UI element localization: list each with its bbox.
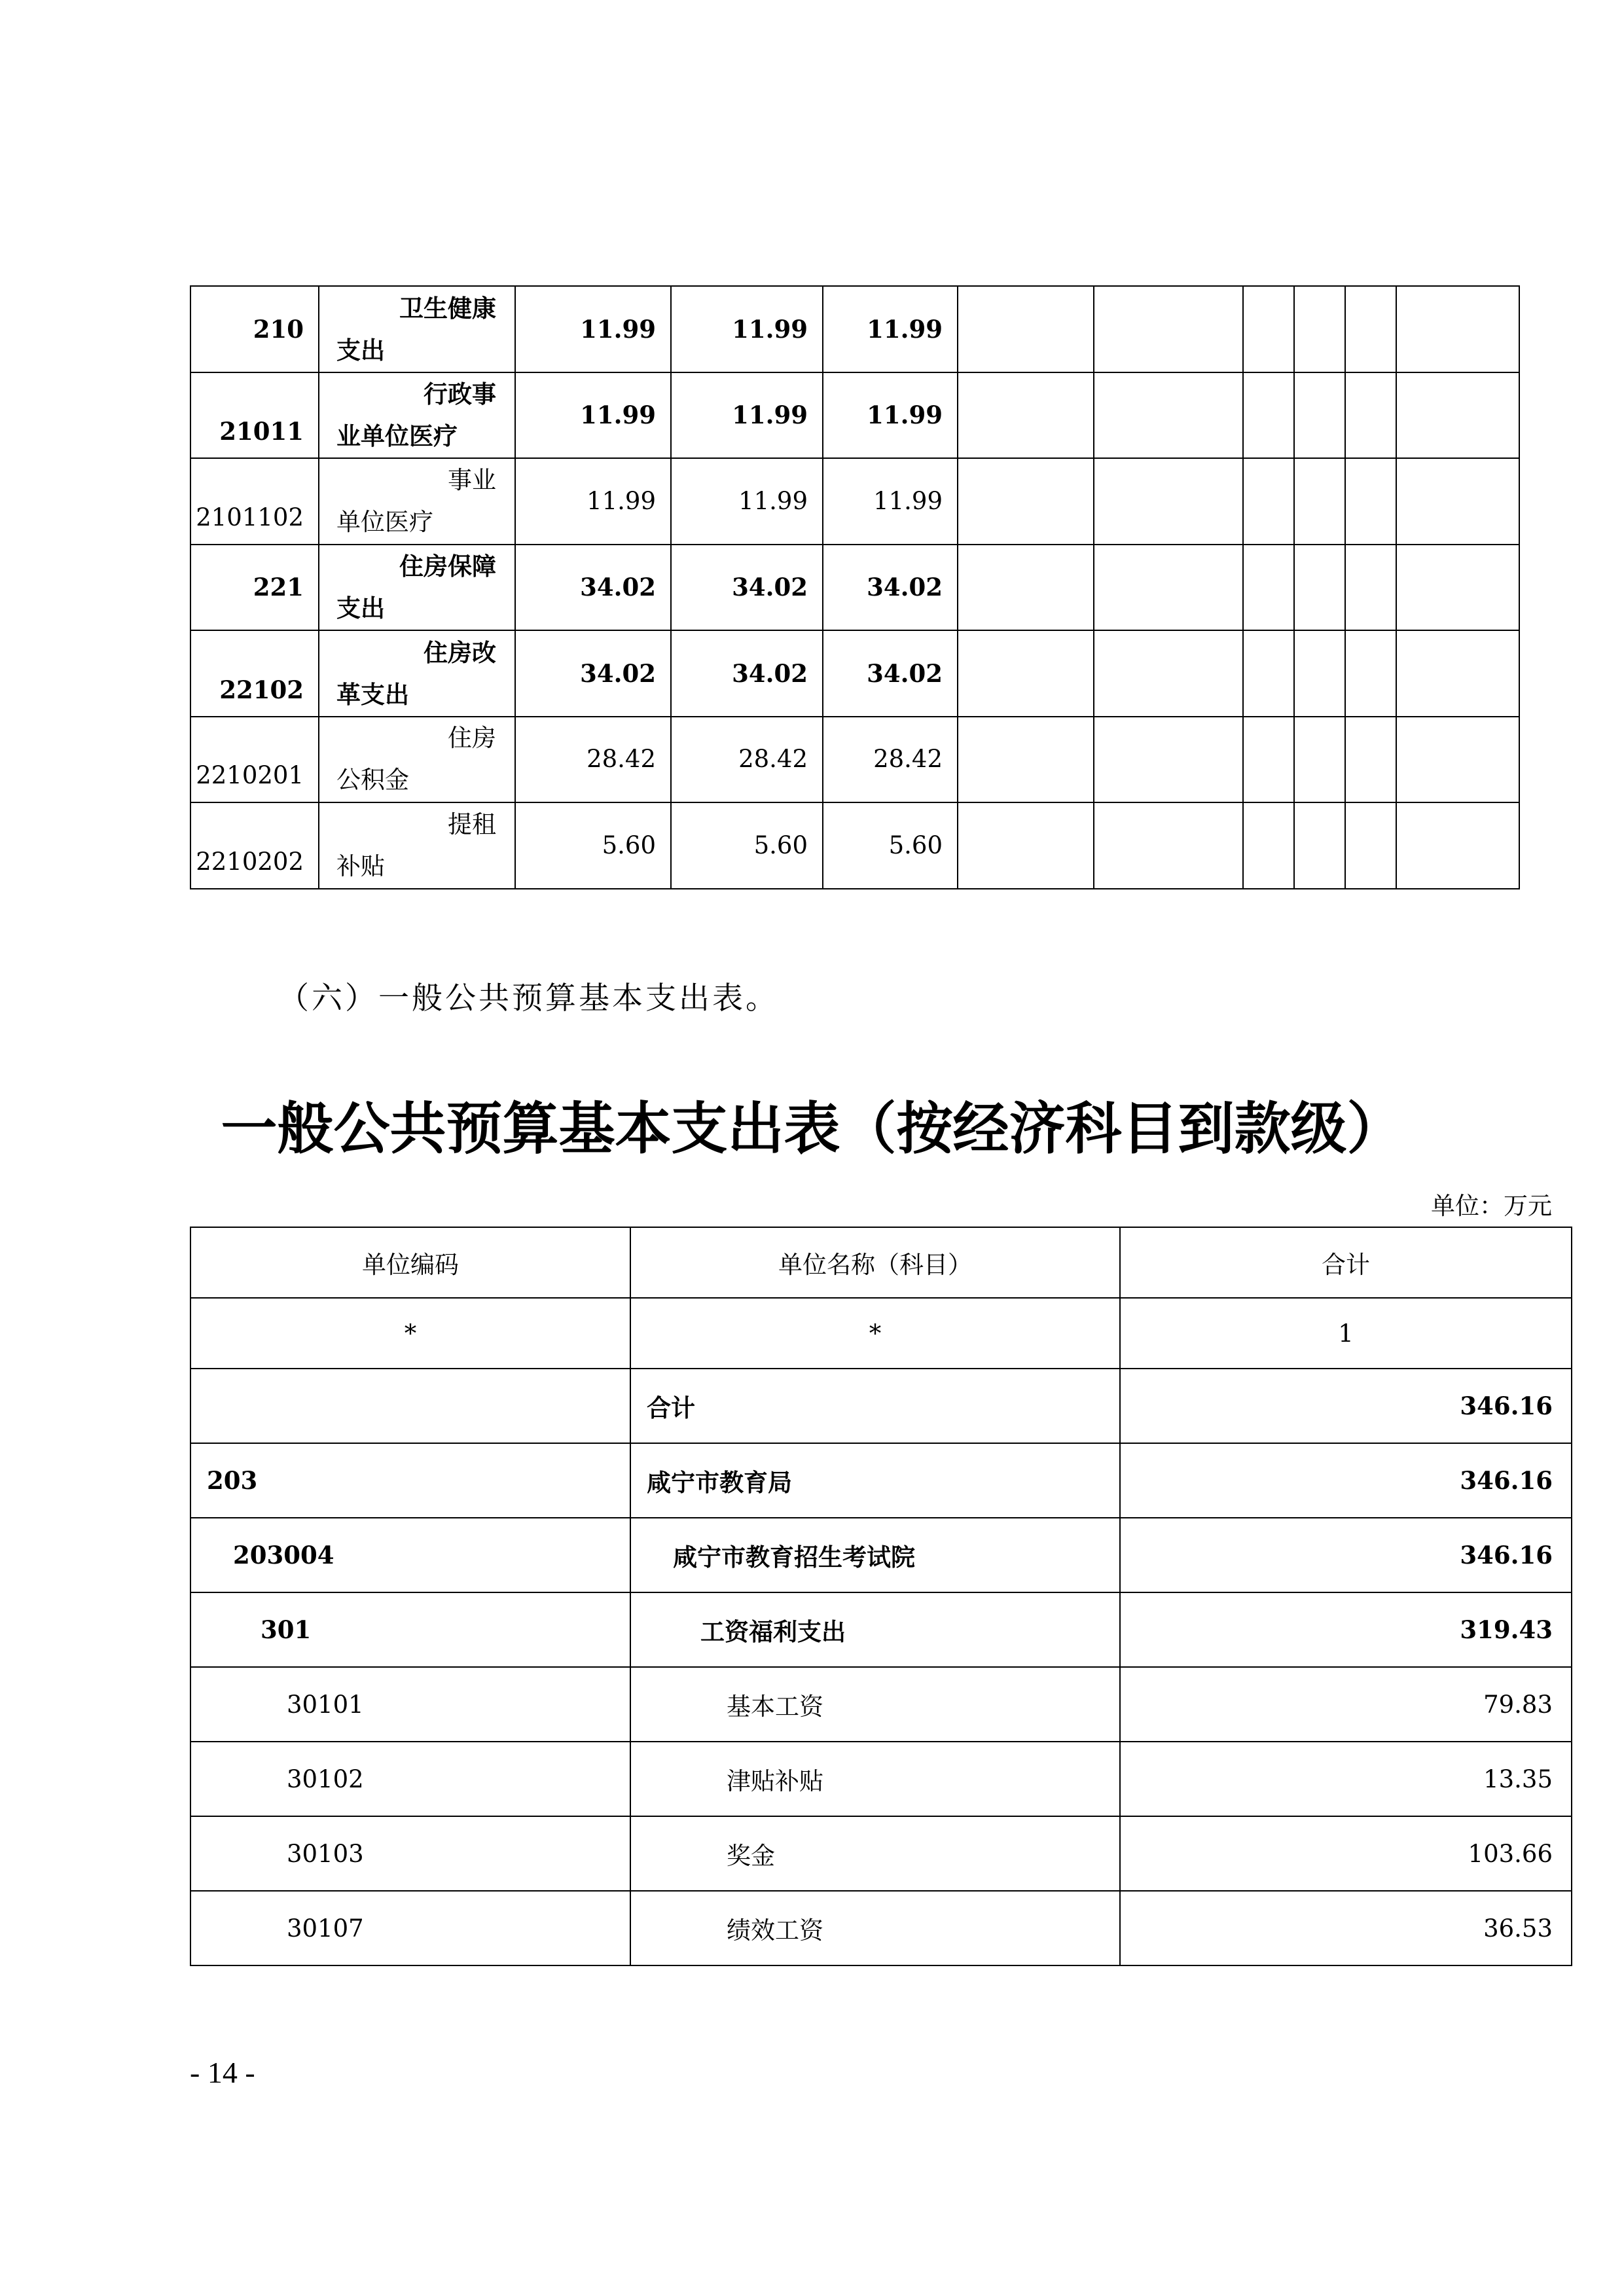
empty-cell <box>1294 286 1345 372</box>
table-row <box>190 1891 1572 1965</box>
empty-cell <box>958 286 1094 372</box>
table-row <box>190 1592 1572 1667</box>
unit-name: 咸宁市教育招生考试院 <box>630 1518 1120 1592</box>
empty-cell <box>1294 372 1345 459</box>
empty-cell <box>1345 286 1396 372</box>
column-header: 单位名称（科目） <box>630 1227 1120 1298</box>
subject-name: 住房 公积金 <box>319 717 515 803</box>
amount-cell: 34.02 <box>823 630 958 717</box>
total-cell: 346.16 <box>1120 1518 1572 1592</box>
empty-cell <box>1396 717 1519 803</box>
table-row <box>190 630 1519 717</box>
empty-cell <box>1345 458 1396 545</box>
empty-cell <box>1294 458 1345 545</box>
unit-code <box>190 1369 630 1443</box>
empty-cell <box>1094 372 1243 459</box>
amount-cell: 11.99 <box>515 372 671 459</box>
empty-cell <box>1294 545 1345 631</box>
subject-code: 21011 <box>190 372 319 459</box>
total-cell: 319.43 <box>1120 1592 1572 1667</box>
empty-cell <box>958 545 1094 631</box>
empty-cell <box>1094 802 1243 889</box>
subject-code: 221 <box>190 545 319 631</box>
subject-code: 210 <box>190 286 319 372</box>
amount-cell: 11.99 <box>823 286 958 372</box>
unit-name: 合计 <box>630 1369 1120 1443</box>
empty-cell <box>958 458 1094 545</box>
empty-cell <box>1243 286 1294 372</box>
unit-code: 301 <box>190 1592 630 1667</box>
empty-cell <box>1243 717 1294 803</box>
total-cell: 346.16 <box>1120 1369 1572 1443</box>
header-row <box>190 1227 1572 1298</box>
empty-cell <box>1345 545 1396 631</box>
empty-cell <box>1294 802 1345 889</box>
amount-cell: 34.02 <box>671 630 823 717</box>
index-cell: 1 <box>1120 1298 1572 1369</box>
unit-code: 30103 <box>190 1816 630 1891</box>
total-cell: 346.16 <box>1120 1443 1572 1518</box>
unit-code: 30101 <box>190 1667 630 1742</box>
empty-cell <box>958 802 1094 889</box>
unit-name: 工资福利支出 <box>630 1592 1120 1667</box>
empty-cell <box>1243 545 1294 631</box>
amount-cell: 11.99 <box>671 372 823 459</box>
amount-cell: 11.99 <box>515 458 671 545</box>
empty-cell <box>1396 802 1519 889</box>
table-row <box>190 1667 1572 1742</box>
unit-name: 奖金 <box>630 1816 1120 1891</box>
amount-cell: 28.42 <box>823 717 958 803</box>
subject-name: 住房改 革支出 <box>319 630 515 717</box>
empty-cell <box>1243 630 1294 717</box>
amount-cell: 5.60 <box>671 802 823 889</box>
table-row <box>190 545 1519 631</box>
total-cell: 36.53 <box>1120 1891 1572 1965</box>
empty-cell <box>1094 458 1243 545</box>
unit-code: 203004 <box>190 1518 630 1592</box>
total-cell: 13.35 <box>1120 1742 1572 1816</box>
empty-cell <box>1294 717 1345 803</box>
amount-cell: 5.60 <box>823 802 958 889</box>
table-title: 一般公共预算基本支出表（按经济科目到款级） <box>221 1096 1403 1162</box>
amount-cell: 34.02 <box>515 630 671 717</box>
unit-code: 203 <box>190 1443 630 1518</box>
empty-cell <box>1396 372 1519 459</box>
empty-cell <box>1243 802 1294 889</box>
empty-cell <box>1396 630 1519 717</box>
subject-code: 22102 <box>190 630 319 717</box>
empty-cell <box>1243 372 1294 459</box>
empty-cell <box>1396 458 1519 545</box>
amount-cell: 28.42 <box>515 717 671 803</box>
subject-name: 卫生健康 支出 <box>319 286 515 372</box>
empty-cell <box>1396 286 1519 372</box>
table-row <box>190 1443 1572 1518</box>
unit-label: 单位：万元 <box>1431 1192 1552 1220</box>
amount-cell: 11.99 <box>823 372 958 459</box>
empty-cell <box>1094 717 1243 803</box>
subject-name: 提租 补贴 <box>319 802 515 889</box>
empty-cell <box>1294 630 1345 717</box>
subject-name: 住房保障 支出 <box>319 545 515 631</box>
index-row <box>190 1298 1572 1369</box>
empty-cell <box>958 372 1094 459</box>
table-row <box>190 1369 1572 1443</box>
table-row <box>190 1742 1572 1816</box>
total-cell: 103.66 <box>1120 1816 1572 1891</box>
empty-cell <box>1345 717 1396 803</box>
unit-name: 基本工资 <box>630 1667 1120 1742</box>
table-row <box>190 372 1519 459</box>
expenditure-table-continued <box>190 285 1520 889</box>
unit-name: 绩效工资 <box>630 1891 1120 1965</box>
column-header: 合计 <box>1120 1227 1572 1298</box>
amount-cell: 34.02 <box>671 545 823 631</box>
subject-name: 行政事 业单位医疗 <box>319 372 515 459</box>
subject-code: 2210202 <box>190 802 319 889</box>
subject-name: 事业 单位医疗 <box>319 458 515 545</box>
subject-code: 2101102 <box>190 458 319 545</box>
total-cell: 79.83 <box>1120 1667 1572 1742</box>
amount-cell: 34.02 <box>515 545 671 631</box>
empty-cell <box>1094 286 1243 372</box>
empty-cell <box>1094 545 1243 631</box>
amount-cell: 28.42 <box>671 717 823 803</box>
index-cell: * <box>630 1298 1120 1369</box>
empty-cell <box>958 717 1094 803</box>
empty-cell <box>1243 458 1294 545</box>
table-row <box>190 286 1519 372</box>
amount-cell: 11.99 <box>823 458 958 545</box>
unit-code: 30107 <box>190 1891 630 1965</box>
table-row <box>190 1518 1572 1592</box>
column-header: 单位编码 <box>190 1227 630 1298</box>
unit-name: 咸宁市教育局 <box>630 1443 1120 1518</box>
subject-code: 2210201 <box>190 717 319 803</box>
table-row <box>190 717 1519 803</box>
table-row <box>190 802 1519 889</box>
amount-cell: 5.60 <box>515 802 671 889</box>
empty-cell <box>1345 372 1396 459</box>
amount-cell: 11.99 <box>671 458 823 545</box>
empty-cell <box>1396 545 1519 631</box>
index-cell: * <box>190 1298 630 1369</box>
amount-cell: 11.99 <box>671 286 823 372</box>
table-row <box>190 458 1519 545</box>
amount-cell: 34.02 <box>823 545 958 631</box>
unit-name: 津贴补贴 <box>630 1742 1120 1816</box>
page-number: - 14 - <box>190 2056 255 2089</box>
table-row <box>190 1816 1572 1891</box>
empty-cell <box>958 630 1094 717</box>
empty-cell <box>1345 802 1396 889</box>
amount-cell: 11.99 <box>515 286 671 372</box>
unit-code: 30102 <box>190 1742 630 1816</box>
basic-expenditure-table <box>190 1227 1572 1966</box>
empty-cell <box>1094 630 1243 717</box>
empty-cell <box>1345 630 1396 717</box>
section-heading: （六）一般公共预算基本支出表。 <box>278 980 779 1016</box>
